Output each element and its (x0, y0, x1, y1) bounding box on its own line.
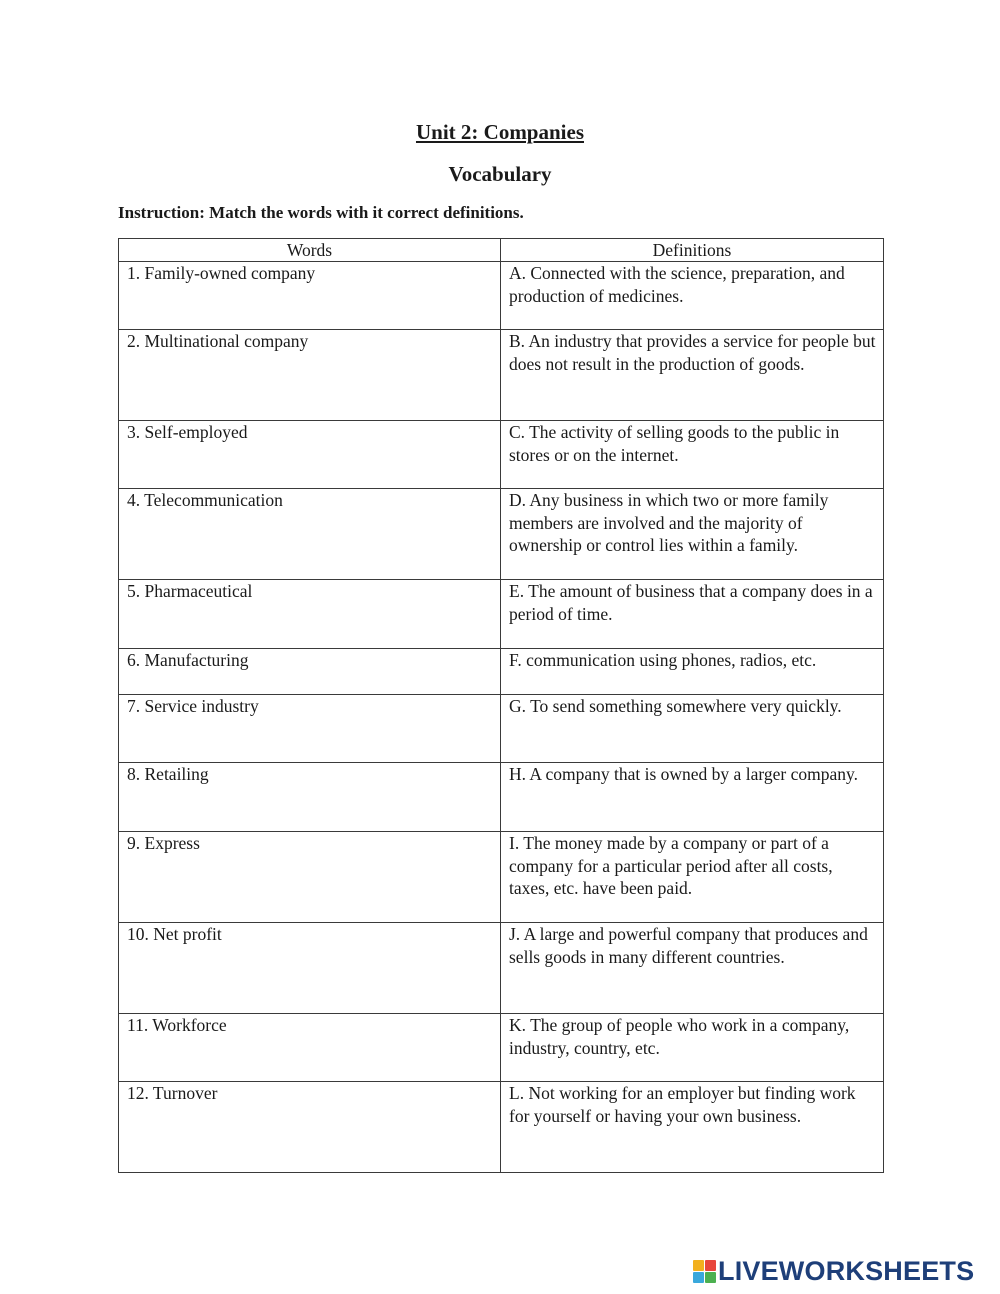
word-cell: 8. Retailing (119, 763, 501, 832)
word-cell: 3. Self-employed (119, 421, 501, 489)
definition-cell: L. Not working for an employer but finding work for yourself or having your own business. (501, 1082, 884, 1173)
word-cell: 12. Turnover (119, 1082, 501, 1173)
word-cell: 2. Multinational company (119, 330, 501, 421)
liveworksheets-mark-icon (693, 1260, 716, 1283)
word-cell: 10. Net profit (119, 923, 501, 1014)
table-row (119, 923, 884, 1014)
page-title: Unit 2: Companies (415, 120, 584, 144)
logo-mark-square (705, 1260, 716, 1271)
word-cell: 11. Workforce (119, 1014, 501, 1082)
table-row (119, 262, 884, 330)
definition-cell: H. A company that is owned by a larger company. (501, 763, 884, 832)
page-subtitle: Vocabulary (448, 162, 552, 186)
table-row (119, 489, 884, 580)
header-definitions: Definitions (501, 239, 884, 262)
word-cell: 4. Telecommunication (119, 489, 501, 580)
word-cell: 9. Express (119, 832, 501, 923)
definition-cell: G. To send something somewhere very quickly. (501, 695, 884, 763)
vocabulary-table (118, 238, 884, 1173)
liveworksheets-logo (693, 1256, 974, 1286)
table-row (119, 649, 884, 695)
word-cell: 7. Service industry (119, 695, 501, 763)
word-cell: 1. Family-owned company (119, 262, 501, 330)
table-row (119, 832, 884, 923)
table-row (119, 421, 884, 489)
table-row (119, 580, 884, 649)
logo-mark-square (693, 1272, 704, 1283)
word-cell: 6. Manufacturing (119, 649, 501, 695)
logo-mark-square (693, 1260, 704, 1271)
table-row (119, 330, 884, 421)
definition-cell: A. Connected with the science, preparation, and production of medicines. (501, 262, 884, 330)
definition-cell: B. An industry that provides a service for people but does not result in the production of goods. (501, 330, 884, 421)
definition-cell: F. communication using phones, radios, etc. (501, 649, 884, 695)
definition-cell: E. The amount of business that a company does in a period of time. (501, 580, 884, 649)
word-cell: 5. Pharmaceutical (119, 580, 501, 649)
definition-cell: C. The activity of selling goods to the public in stores or on the internet. (501, 421, 884, 489)
table-header-row (119, 239, 884, 262)
table-row (119, 1014, 884, 1082)
instruction-text: Instruction: Match the words with it correct definitions. (118, 203, 524, 222)
definition-cell: I. The money made by a company or part of a company for a particular period after all costs, taxes, etc. have been paid. (501, 832, 884, 923)
logo-mark-square (705, 1272, 716, 1283)
definition-cell: D. Any business in which two or more family members are involved and the majority of ownership or control lies within a family. (501, 489, 884, 580)
table-row (119, 695, 884, 763)
table-row (119, 1082, 884, 1173)
logo-text: LIVEWORKSHEETS (718, 1256, 975, 1286)
header-words: Words (119, 239, 501, 262)
definition-cell: J. A large and powerful company that produces and sells goods in many different countries. (501, 923, 884, 1014)
table-row (119, 763, 884, 832)
definition-cell: K. The group of people who work in a company, industry, country, etc. (501, 1014, 884, 1082)
